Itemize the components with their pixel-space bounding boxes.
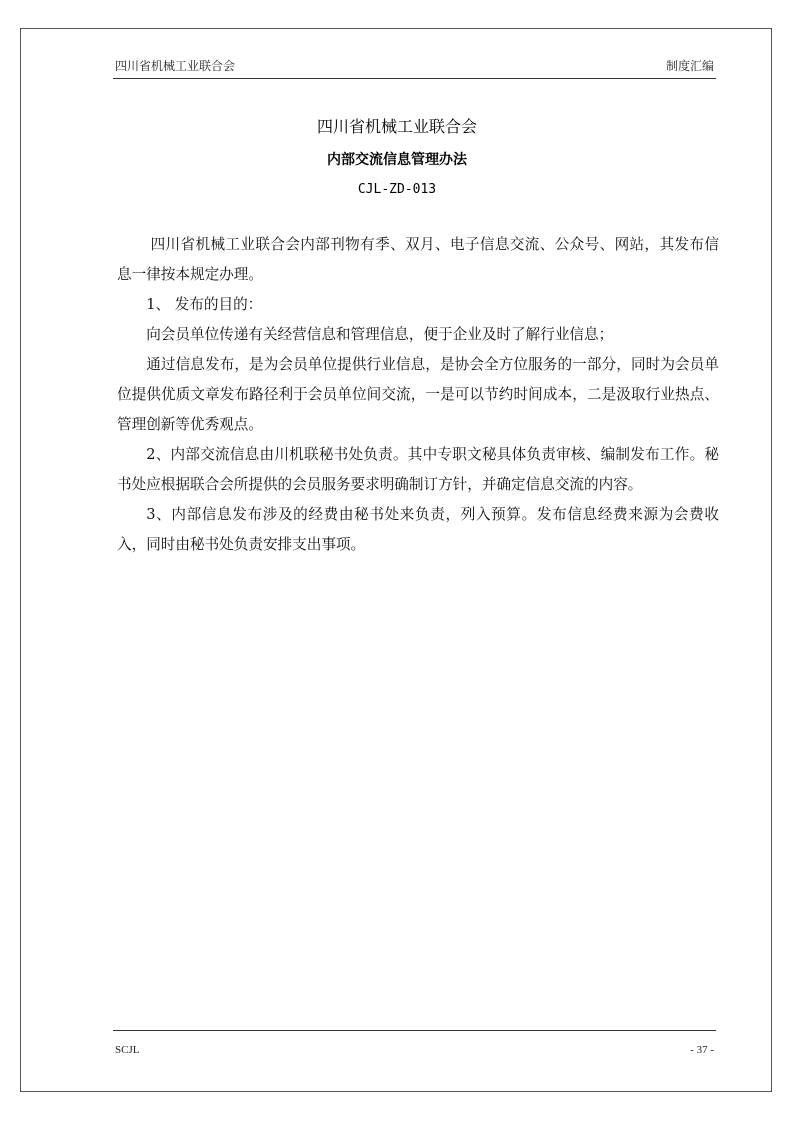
footer-code: SCJL [115, 1044, 140, 1056]
paragraph-purpose-1: 向会员单位传递有关经营信息和管理信息，便于企业及时了解行业信息； [146, 326, 614, 343]
paragraph-section-1-heading: 1、 发布的目的： [146, 296, 263, 313]
footer-divider [113, 1030, 716, 1031]
header-divider [113, 78, 716, 79]
paragraph-intro: 四川省机械工业联合会内部刊物有季、双月、电子信息交流、公众号、网站，其发布信息一律按本规定办理。 [117, 236, 719, 283]
document-title: 内部交流信息管理办法 [327, 152, 467, 168]
paragraph-section-3: 3、内部信息发布涉及的经费由秘书处来负责，列入预算。发布信息经费来源为会费收入，同时由秘书处负责安排支出事项。 [117, 506, 719, 553]
document-body [117, 230, 719, 560]
document-org-title: 四川省机械工业联合会 [316, 117, 477, 136]
header-section-name: 制度汇编 [665, 59, 714, 73]
header-org-name: 四川省机械工业联合会 [115, 59, 236, 73]
paragraph-purpose-2: 通过信息发布，是为会员单位提供行业信息，是协会全方位服务的一部分，同时为会员单位提供优质文章发布路径利于会员单位间交流，一是可以节约时间成本，二是汲取行业热点、管理创新等优秀观点。 [117, 356, 719, 433]
paragraph-section-2: 2、内部交流信息由川机联秘书处负责。其中专职文秘具体负责审核、编制发布工作。秘书处应根据联合会所提供的会员服务要求明确制订方针，并确定信息交流的内容。 [117, 446, 719, 493]
document-code: CJL-ZD-013 [357, 182, 437, 197]
page-number: - 37 - [690, 1044, 714, 1056]
